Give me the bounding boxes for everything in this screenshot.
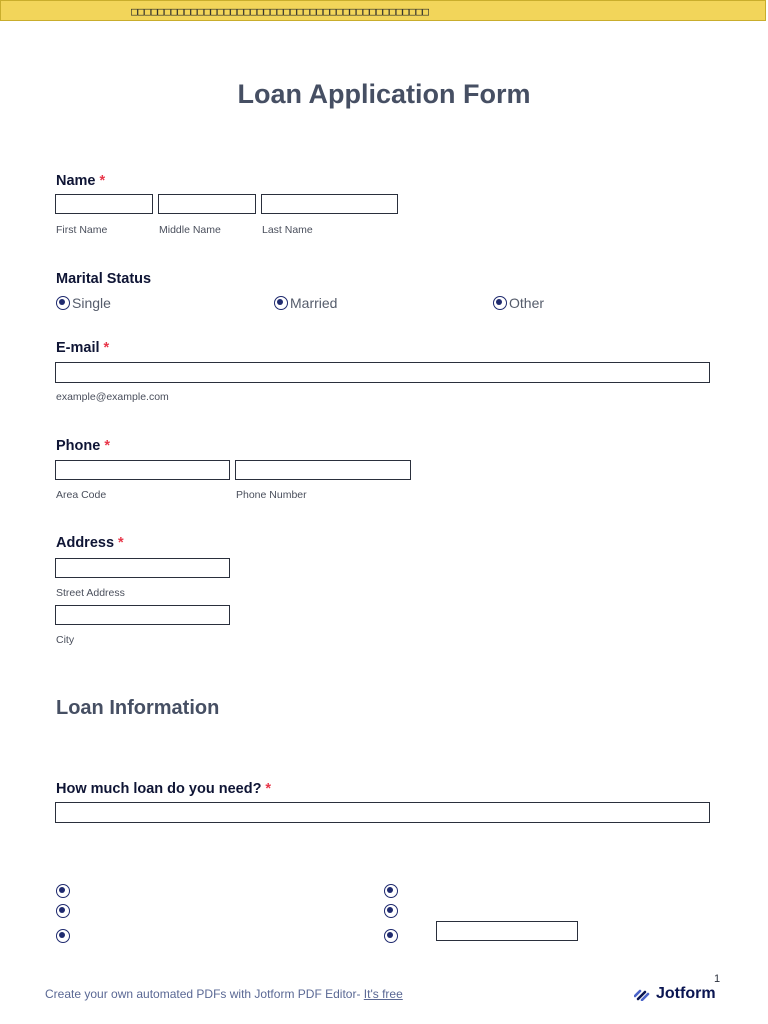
its-free-link[interactable]: It's free — [363, 987, 403, 1001]
area-code-input[interactable] — [55, 460, 230, 480]
required-marker: * — [104, 438, 110, 454]
loan-amount-input[interactable] — [55, 802, 710, 823]
required-marker: * — [118, 535, 124, 551]
last-name-sublabel: Last Name — [262, 224, 313, 236]
email-label: E-mail * — [56, 340, 110, 356]
loan-amount-label: How much loan do you need? * — [56, 781, 272, 797]
notice-banner: □□□□□□□□□□□□□□□□□□□□□□□□□□□□□□□□□□□□□□□□□□□□□ — [0, 0, 766, 21]
phone-number-input[interactable] — [235, 460, 411, 480]
radio-loan-option-1[interactable] — [56, 884, 70, 898]
jotform-logo[interactable] — [634, 985, 716, 1003]
street-address-input[interactable] — [55, 558, 230, 578]
radio-loan-option-5[interactable] — [384, 904, 398, 918]
section-heading-loan-information: Loan Information — [56, 697, 220, 719]
page-title: Loan Application Form — [237, 79, 531, 109]
jotform-logo-icon — [634, 987, 650, 1001]
required-marker: * — [265, 781, 272, 797]
radio-loan-option-2[interactable] — [56, 904, 70, 918]
radio-other[interactable] — [493, 296, 507, 310]
street-address-sublabel: Street Address — [56, 587, 125, 599]
phone-number-sublabel: Phone Number — [236, 489, 307, 501]
city-sublabel: City — [56, 634, 75, 646]
page-number: 1 — [714, 973, 721, 985]
footer-text: Create your own automated PDFs with Jotform PDF Editor- It's free — [45, 987, 403, 1001]
phone-label: Phone * — [56, 438, 110, 454]
radio-loan-option-4[interactable] — [384, 884, 398, 898]
name-label: Name * — [56, 173, 106, 189]
required-marker: * — [99, 173, 106, 189]
option-married-label: Married — [290, 295, 338, 311]
address-label: Address * — [56, 535, 124, 551]
other-loan-purpose-input[interactable] — [436, 921, 578, 941]
radio-loan-option-3[interactable] — [56, 929, 70, 943]
radio-single[interactable] — [56, 296, 70, 310]
option-single-label: Single — [72, 295, 111, 311]
email-input[interactable] — [55, 362, 710, 383]
first-name-input[interactable] — [55, 194, 153, 214]
middle-name-sublabel: Middle Name — [159, 224, 221, 236]
radio-loan-option-6[interactable] — [384, 929, 398, 943]
option-other-label: Other — [509, 295, 545, 311]
last-name-input[interactable] — [261, 194, 398, 214]
marital-status-label: Marital Status — [56, 271, 152, 287]
middle-name-input[interactable] — [158, 194, 256, 214]
radio-married[interactable] — [274, 296, 288, 310]
area-code-sublabel: Area Code — [56, 489, 107, 501]
first-name-sublabel: First Name — [56, 224, 108, 236]
brand-name: Jotform — [656, 985, 716, 1002]
city-input[interactable] — [55, 605, 230, 625]
email-hint: example@example.com — [56, 391, 169, 403]
required-marker: * — [103, 340, 110, 356]
